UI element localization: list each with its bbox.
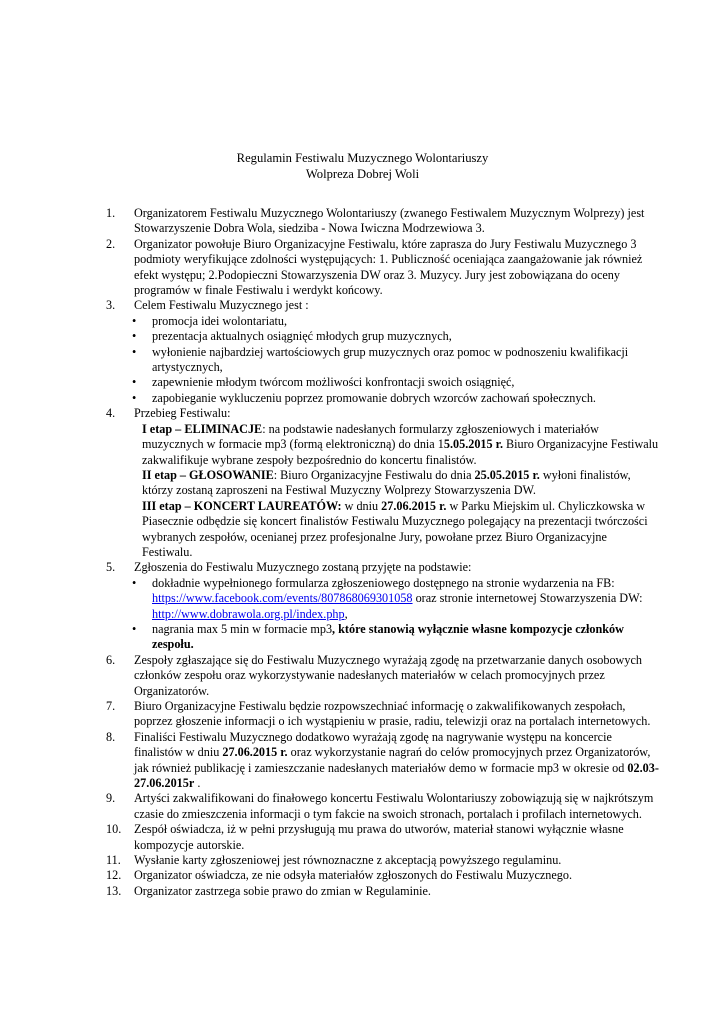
item-text: Wysłanie karty zgłoszeniowej jest równoznaczne z akceptacją powyższego regulaminu. xyxy=(134,853,562,868)
item-text: Celem Festiwalu Muzycznego jest : xyxy=(134,298,309,313)
facebook-event-link[interactable]: https://www.facebook.com/events/807868069301058 xyxy=(152,591,413,606)
item-text: Zespół oświadcza, iż w pełni przysługują mu prawa do utworów, materiał stanowi wyłącznie własne kompozycje autorskie. xyxy=(134,822,624,852)
regulations-list xyxy=(100,206,660,899)
bullet-item: • nagrania max 5 min w formacie mp3, które stanowią wyłącznie własne kompozycje członków zespołu. xyxy=(132,621,624,652)
item-number: 3. xyxy=(106,298,116,313)
item-number: 1. xyxy=(106,206,116,220)
item-text: Zgłoszenia do Festiwalu Muzycznego zostaną przyjęte na podstawie: xyxy=(134,560,472,575)
item-text: Artyści zakwalifikowani do finałowego koncertu Festiwalu Wolontariuszy zobowiązują się w najkrótszym czasie do zmieszczenia informacji o tym fakcie na swoich stronach, portalach i profilach internetowych. xyxy=(134,791,654,821)
item-text: Przebieg Festiwalu: xyxy=(134,406,231,421)
bullet-icon: • xyxy=(132,575,137,590)
document-title: Regulamin Festiwalu Muzycznego Wolontariuszy xyxy=(236,151,489,165)
bullet-item: • prezentacja aktualnych osiągnięć młodych grup muzycznych, xyxy=(132,329,452,344)
list-item xyxy=(100,237,660,299)
item-number: 11. xyxy=(106,853,121,868)
bullet-item: • wyłonienie najbardziej wartościowych grup muzycznych oraz pomoc w podnoszeniu kwalifikacji artystycznych, xyxy=(132,344,629,375)
stage-1: I etap – ELIMINACJE: na podstawie nadesłanych formularzy zgłoszeniowych i materiałów muzycznych w formacie mp3 (formą elektroniczną) do dnia 15.05.2015 r. Biuro Organizacyjne Festiwalu zakwalifikuje wybrane zespoły bezpośrednio do koncertu finalistów. xyxy=(142,421,659,467)
list-item xyxy=(100,206,660,237)
list-item xyxy=(100,653,660,699)
list-item xyxy=(100,868,660,883)
item-text: Organizator powołuje Biuro Organizacyjne Festiwalu, które zaprasza do Jury Festiwalu Muzycznego 3 podmioty weryfikujące zdolności występujących: 1. Publiczność oceniająca zaangażowanie jak również efekt występu; 2.Podopieczni Stowarzyszenia DW oraz 3. Muzycy. Jury jest zobowiązana do oceny programów w finale Festiwalu i werdykt końcowy. xyxy=(134,236,643,298)
item-number: 10. xyxy=(106,822,122,837)
item-number: 5. xyxy=(106,560,116,575)
list-item xyxy=(100,298,660,313)
bullet-icon: • xyxy=(132,313,137,328)
stage-3: III etap – KONCERT LAUREATÓW: w dniu 27.06.2015 r. w Parku Miejskim ul. Chyliczkowska w Piasecznie odbędzie się koncert finalistów Festiwalu Muzycznego polegający na prezentacji twórczości wybranych zespołów, ocenianej przez profesjonalne Jury, powołane przez Biuro Organizacyjne Festiwalu. xyxy=(142,498,648,559)
item-number: 6. xyxy=(106,652,116,667)
bullet-item: • zapewnienie młodym twórcom możliwości konfrontacji swoich osiągnięć, xyxy=(132,375,515,390)
item-text: Organizatorem Festiwalu Muzycznego Wolontariuszy (zwanego Festiwalem Muzycznym Wolprezy) jest Stowarzyszenie Dobra Wola, siedziba - Nowa Iwiczna Modrzewiowa 3. xyxy=(134,206,645,236)
item-text: Biuro Organizacyjne Festiwalu będzie rozpowszechniać informację o zakwalifikowanych zespołach, poprzez głoszenie informacji o ich wystąpieniu w prasie, radiu, telewizji oraz na portalach internetowych. xyxy=(134,699,651,729)
stage-2: II etap – GŁOSOWANIE: Biuro Organizacyjne Festiwalu do dnia 25.05.2015 r. wyłoni finalistów, którzy zostaną zaproszeni na Festiwal Muzyczny Wolprezy Stowarzyszenia DW. xyxy=(142,467,631,498)
bullet-item: • zapobieganie wykluczeniu poprzez promowanie dobrych wzorców zachowań społecznych. xyxy=(132,390,596,405)
bullet-icon: • xyxy=(132,344,137,359)
item-number: 2. xyxy=(106,236,116,251)
bullet-icon: • xyxy=(132,329,137,344)
bullet-icon: • xyxy=(132,390,137,405)
list-item: 8. Finaliści Festiwalu Muzycznego dodatkowo wyrażają zgodę na nagrywanie występu na koncercie finalistów w dniu 27.06.2015 r. oraz wykorzystanie nagrań do celów promocyjnych przez Organizatorów, jak również publikację i zamieszczanie nadesłanych materiałów demo w formacie mp3 w okresie od 02.03-27.06.2015r . xyxy=(106,729,659,791)
document-subtitle: Wolpreza Dobrej Woli xyxy=(305,167,420,181)
item-number: 8. xyxy=(106,729,116,744)
list-item xyxy=(100,822,660,853)
dobrawola-website-link[interactable]: http://www.dobrawola.org.pl/index.php xyxy=(152,606,345,621)
list-item xyxy=(100,560,660,575)
list-item xyxy=(100,853,660,868)
item-text: Organizator oświadcza, ze nie odsyła materiałów zgłoszonych do Festiwalu Muzycznego. xyxy=(134,868,573,883)
bullet-icon: • xyxy=(132,621,137,636)
item-number: 7. xyxy=(106,699,116,713)
item-number: 4. xyxy=(106,406,116,421)
item-text: Organizator zastrzega sobie prawo do zmian w Regulaminie. xyxy=(134,883,431,898)
item-text: Zespoły zgłaszające się do Festiwalu Muzycznego wyrażają zgodę na przetwarzanie danych osobowych członków zespołu oraz wykorzystywanie nadesłanych materiałów w celach promocyjnych przez Organizatorów. xyxy=(134,652,642,698)
item-number: 9. xyxy=(106,791,116,806)
item-number: 12. xyxy=(106,868,122,883)
item-number: 13. xyxy=(106,883,122,898)
list-item xyxy=(100,406,660,421)
list-item xyxy=(100,791,660,822)
list-item xyxy=(100,699,660,730)
bullet-icon: • xyxy=(132,375,137,390)
bullet-item: • dokładnie wypełnionego formularza zgłoszeniowego dostępnego na stronie wydarzenia na FB: https://www.facebook.com/events/807868069301058 oraz stronie internetowej Stowarzyszenia DW: http://www.dobrawola.org.pl/index.php, xyxy=(132,575,643,621)
bullet-item: • promocja idei wolontariatu, xyxy=(132,313,288,328)
list-item xyxy=(100,884,660,899)
